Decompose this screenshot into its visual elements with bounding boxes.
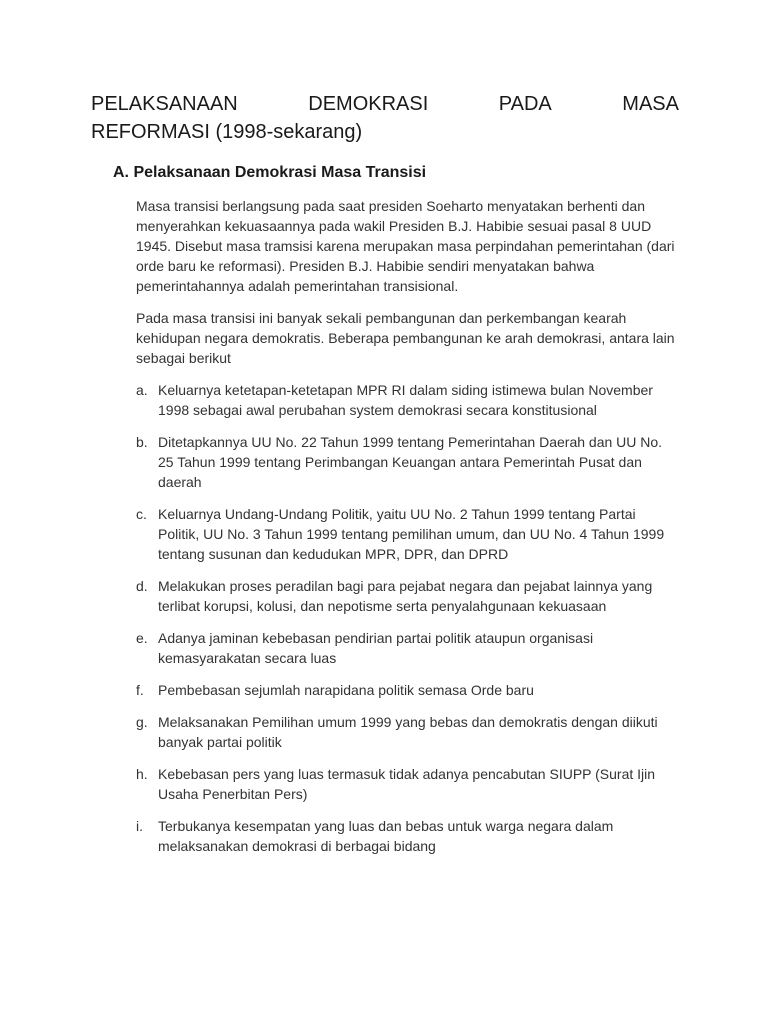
list-item xyxy=(136,628,676,668)
list-item-text: Kebebasan pers yang luas termasuk tidak adanya pencabutan SIUPP (Surat Ijin Usaha Penerbitan Pers) xyxy=(158,766,656,802)
title-word: DEMOKRASI xyxy=(308,93,429,115)
list-marker: a. xyxy=(136,382,148,398)
document-title xyxy=(91,90,679,146)
list-item xyxy=(136,816,676,856)
list-item xyxy=(136,576,676,616)
list-item-text: Keluarnya Undang-Undang Politik, yaitu UU No. 2 Tahun 1999 tentang Partai Politik, UU No. 3 Tahun 1999 tentang pemilihan umum, dan UU No. 4 Tahun 1999 tentang susunan dan kedudukan MPR, DPR, dan DPRD xyxy=(158,506,665,562)
title-line-1 xyxy=(91,90,679,118)
list-item-text: Melaksanakan Pemilihan umum 1999 yang bebas dan demokratis dengan diikuti banyak partai politik xyxy=(158,714,658,750)
list-item-text: Keluarnya ketetapan-ketetapan MPR RI dalam siding istimewa bulan November 1998 sebagai awal perubahan system demokrasi secara konstitusional xyxy=(158,382,653,418)
list-item-text: Ditetapkannya UU No. 22 Tahun 1999 tentang Pemerintahan Daerah dan UU No. 25 Tahun 1999 tentang Perimbangan Keuangan antara Pemerintah Pusat dan daerah xyxy=(158,434,663,490)
list-item xyxy=(136,764,676,804)
paragraph-development: Pada masa transisi ini banyak sekali pembangunan dan perkembangan kearah kehidupan negara demokratis. Beberapa pembangunan ke arah demokrasi, antara lain sebagai berikut xyxy=(136,310,675,366)
development-list xyxy=(136,380,676,868)
list-item xyxy=(136,432,676,492)
paragraph-transition: Masa transisi berlangsung pada saat presiden Soeharto menyatakan berhenti dan menyerahkan kekuasaannya pada wakil Presiden B.J. Habibie sesuai pasal 8 UUD 1945. Disebut masa tramsisi karena merupakan masa perpindahan pemerintahan (dari orde baru ke reformasi). Presiden B.J. Habibie sendiri menyatakan bahwa pemerintahannya adalah pemerintahan transisional. xyxy=(136,198,675,294)
section-heading: A. Pelaksanaan Demokrasi Masa Transisi xyxy=(113,164,427,181)
list-marker: g. xyxy=(136,714,148,730)
list-item-text: Terbukanya kesempatan yang luas dan bebas untuk warga negara dalam melaksanakan demokrasi di berbagai bidang xyxy=(158,818,614,854)
list-item xyxy=(136,680,676,700)
list-item-text: Pembebasan sejumlah narapidana politik semasa Orde baru xyxy=(158,682,534,698)
list-marker: i. xyxy=(136,818,143,834)
list-item xyxy=(136,380,676,420)
list-item-text: Melakukan proses peradilan bagi para pejabat negara dan pejabat lainnya yang terlibat korupsi, kolusi, dan nepotisme serta penyalahgunaan kekuasaan xyxy=(158,578,653,614)
list-item xyxy=(136,712,676,752)
list-marker: c. xyxy=(136,506,147,522)
list-item-text: Adanya jaminan kebebasan pendirian partai politik ataupun organisasi kemasyarakatan secara luas xyxy=(158,630,594,666)
list-item xyxy=(136,504,676,564)
title-word: PADA xyxy=(498,93,552,115)
list-marker: f. xyxy=(136,682,144,698)
title-word: PELAKSANAAN xyxy=(91,93,238,115)
list-marker: b. xyxy=(136,434,148,450)
title-word: MASA xyxy=(622,93,679,115)
list-marker: e. xyxy=(136,630,148,646)
list-marker: d. xyxy=(136,578,148,594)
list-marker: h. xyxy=(136,766,148,782)
title-line-2: REFORMASI (1998-sekarang) xyxy=(91,121,363,143)
